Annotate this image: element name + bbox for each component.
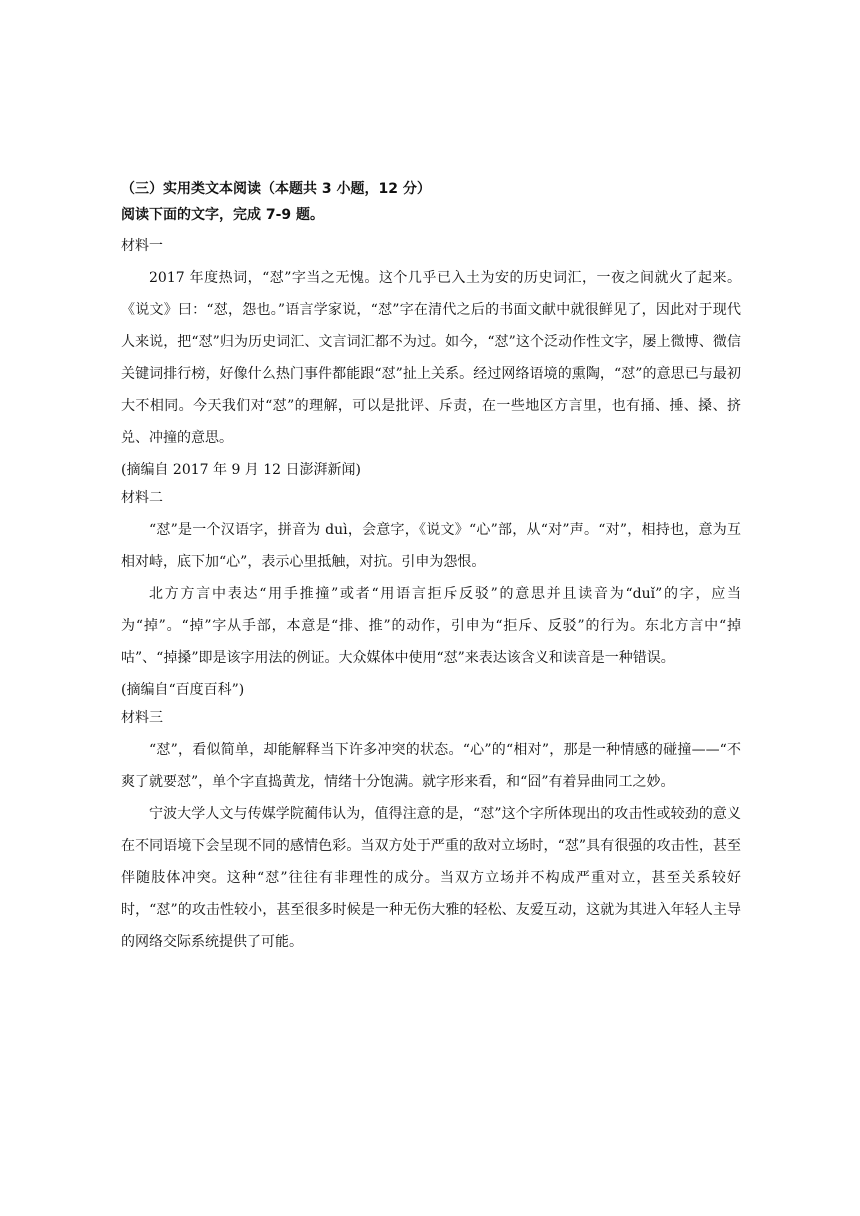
material-2-label: 材料二: [121, 490, 163, 506]
section-title: （三）实用类文本阅读（本题共 3 小题，12 分）: [121, 181, 431, 197]
material-2-source: (摘编自“百度百科”): [121, 682, 245, 698]
material-3-paragraph-1: “怼”，看似简单，却能解释当下许多冲突的状态。“心”的“相对”，那是一种情感的碰撞——“不爽了就要怼”，单个字直捣黄龙，情绪十分饱满。就字形来看，和“囧”有着异曲同工之妙。: [121, 742, 741, 790]
material-1-source: (摘编自 2017 年 9 月 12 日澎湃新闻): [121, 462, 361, 478]
material-2-paragraph-2: 北方方言中表达“用手推撞”或者“用语言拒斥反驳”的意思并且读音为“duǐ”的字，应当为“掉”。“掉”字从手部，本意是“排、推”的动作，引申为“拒斥、反驳”的行为。东北方言中“掉咕”、“掉搡”即是该字用法的例证。大众媒体中使用“怼”来表达该含义和读音是一种错误。: [121, 586, 741, 666]
section-instruction: 阅读下面的文字，完成 7-9 题。: [121, 207, 325, 223]
material-1-paragraph-1: 2017 年度热词，“怼”字当之无愧。这个几乎已入土为安的历史词汇，一夜之间就火了起来。《说文》曰：“怼，怨也。”语言学家说，“怼”字在清代之后的书面文献中就很鲜见了，因此对于现代人来说，把“怼”归为历史词汇、文言词汇都不为过。如今，“怼”这个泛动作性文字，屡上微博、微信关键词排行榜，好像什么热门事件都能跟“怼”扯上关系。经过网络语境的熏陶，“怼”的意思已与最初大不相同。今天我们对“怼”的理解，可以是批评、斥责，在一些地区方言里，也有捅、捶、搡、挤兑、冲撞的意思。: [121, 270, 741, 446]
material-3-label: 材料三: [121, 710, 163, 726]
material-3-paragraph-2: 宁波大学人文与传媒学院蔺伟认为，值得注意的是，“怼”这个字所体现出的攻击性或较劲的意义在不同语境下会呈现不同的感情色彩。当双方处于严重的敌对立场时，“怼”具有很强的攻击性，甚至伴随肢体冲突。这种“怼”往往有非理性的成分。当双方立场并不构成严重对立，甚至关系较好时，“怼”的攻击性较小，甚至很多时候是一种无伤大雅的轻松、友爱互动，这就为其进入年轻人主导的网络交际系统提供了可能。: [121, 806, 741, 950]
material-1-label: 材料一: [121, 238, 163, 254]
document-content: [121, 176, 741, 958]
material-2-paragraph-1: “怼”是一个汉语字，拼音为 duì，会意字，《说文》“心”部，从“对”声。“对”，相持也，意为互相对峙，底下加“心”，表示心里抵触，对抗。引申为怨恨。: [121, 522, 741, 570]
